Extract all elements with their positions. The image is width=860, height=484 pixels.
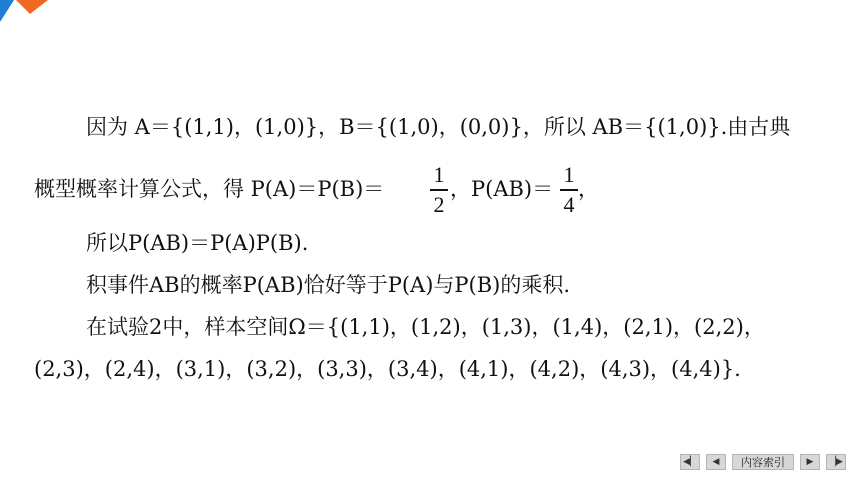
fraction-numerator: 1	[563, 162, 575, 187]
text-line-3: 所以P(AB)＝P(A)P(B).	[86, 231, 309, 255]
fraction-bar	[560, 189, 578, 191]
skip-back-icon[interactable]: ◀▏	[680, 454, 700, 470]
text-line-4: 积事件AB的概率P(AB)恰好等于P(A)与P(B)的乘积.	[86, 273, 571, 297]
skip-forward-icon[interactable]: ▕▶	[826, 454, 846, 470]
content-index-button[interactable]: 内容索引	[732, 454, 794, 470]
fraction-denominator: 4	[563, 191, 575, 217]
text-line-2-prefix: 概型概率计算公式，得 P(A)＝P(B)＝	[34, 177, 385, 201]
prev-icon[interactable]: ◀	[706, 454, 726, 470]
fraction-one-half	[430, 162, 448, 218]
next-icon[interactable]: ▶	[800, 454, 820, 470]
fraction-bar	[430, 189, 448, 191]
text-line-5: 在试验2中，样本空间Ω＝{(1,1)，(1,2)，(1,3)，(1,4)，(2,1)，(2,2)，	[86, 315, 765, 339]
text-line-6: (2,3)，(2,4)，(3,1)，(3,2)，(3,3)，(3,4)，(4,1)，(4,2)，(4,3)，(4,4)}.	[34, 357, 741, 381]
corner-logo	[0, 0, 60, 40]
fraction-denominator: 2	[433, 191, 445, 217]
slide-nav	[680, 454, 846, 470]
text-line-2-suffix: ，	[578, 177, 599, 201]
fraction-one-quarter	[560, 162, 578, 218]
text-line-1: 因为 A＝{(1,1)，(1,0)}，B＝{(1,0)，(0,0)}，所以 AB＝{(1,0)}.由古典	[86, 115, 791, 139]
text-line-2-mid: ，P(AB)＝	[450, 177, 554, 201]
fraction-numerator: 1	[433, 162, 445, 187]
